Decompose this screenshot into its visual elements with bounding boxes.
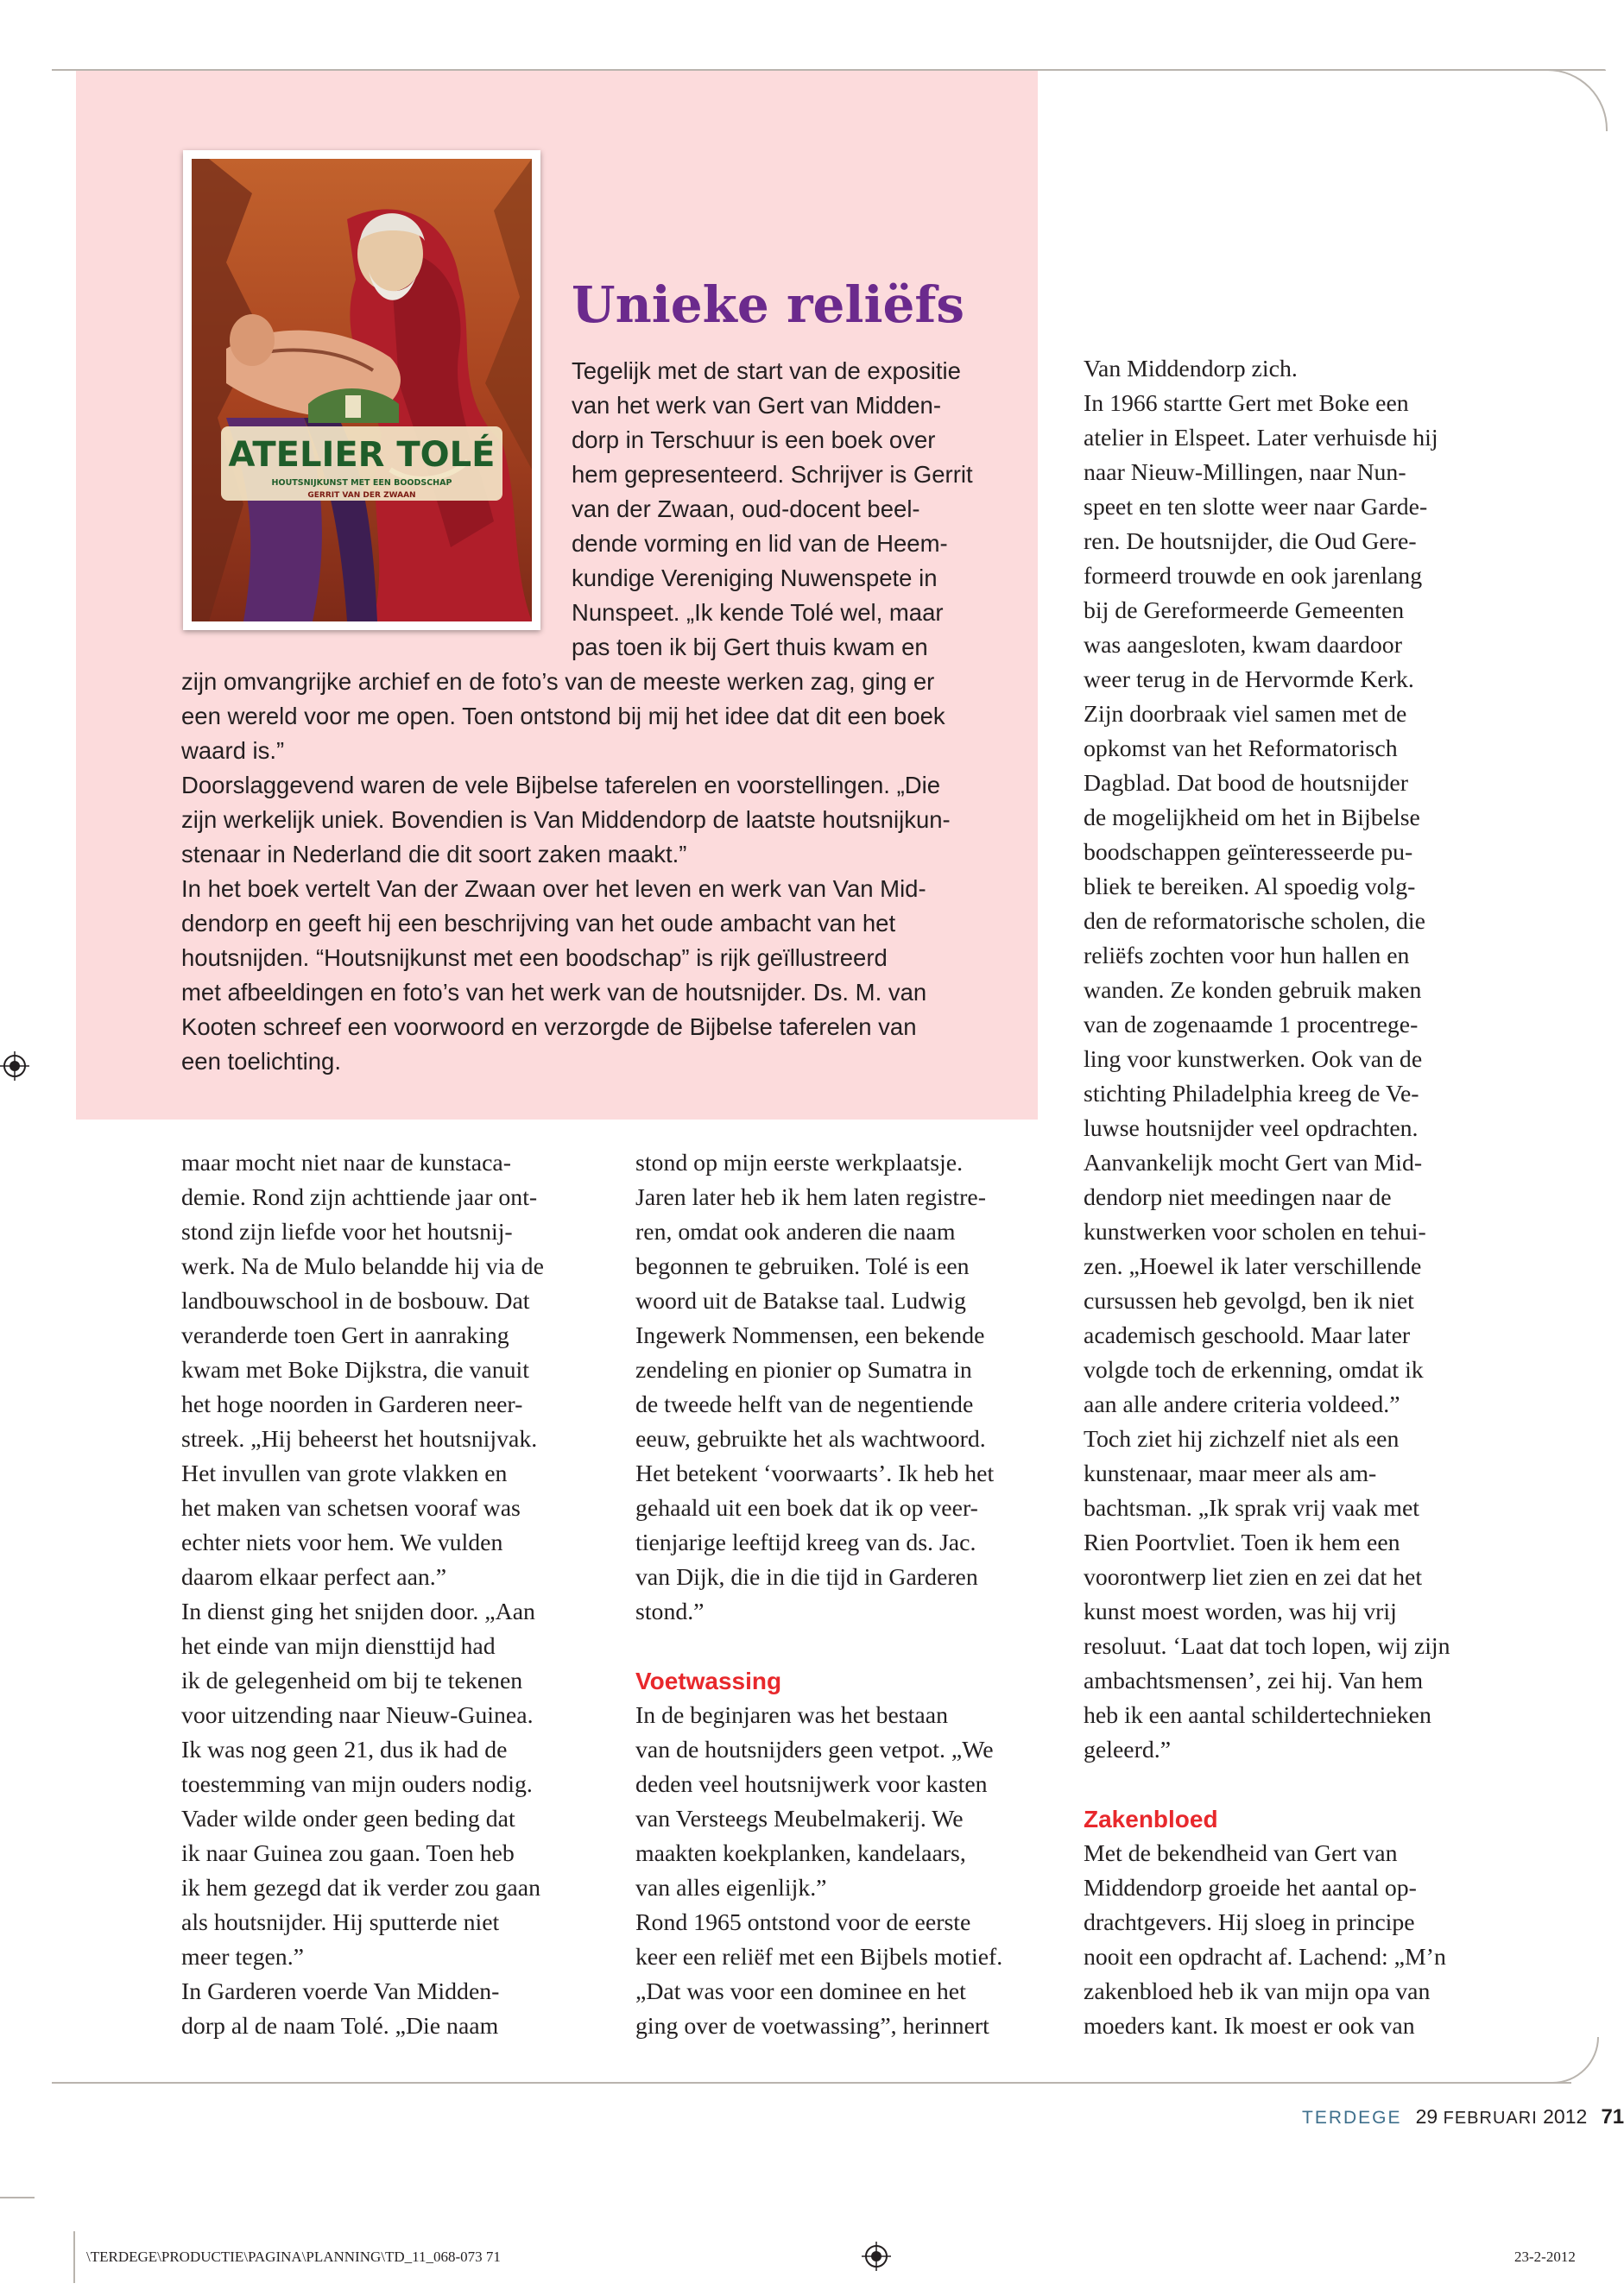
box-line: een wereld voor me open. Toen ontstond bij mij het idee dat dit een boek — [181, 703, 945, 729]
body-line: Het invullen van grote vlakken en — [181, 1460, 508, 1487]
body-line: meer tegen.” — [181, 1944, 304, 1971]
body-line: voor uitzending naar Nieuw-Guinea. — [181, 1702, 534, 1729]
body-line: formeerd trouwde en ook jarenlang — [1084, 563, 1423, 590]
body-line: Ingewerk Nommensen, een bekende — [635, 1322, 985, 1349]
body-line: was aangesloten, kwam daardoor — [1084, 632, 1402, 659]
body-line: Middendorp groeide het aantal op- — [1084, 1875, 1417, 1902]
body-line: deden veel houtsnijwerk voor kasten — [635, 1771, 988, 1798]
box-line: Nunspeet. „Ik kende Tolé wel, maar — [572, 599, 944, 626]
body-line: het maken van schetsen vooraf was — [181, 1495, 521, 1522]
body-line: van Versteegs Meubelmakerij. We — [635, 1806, 964, 1832]
body-line: werk. Na de Mulo belandde hij via de — [181, 1253, 544, 1280]
body-line: zendeling en pionier op Sumatra in — [635, 1357, 972, 1384]
box-line: kundige Vereniging Nuwenspete in — [572, 565, 938, 591]
box-line: dorp in Terschuur is een boek over — [572, 426, 936, 453]
body-line: gehaald uit een boek dat ik op veer- — [635, 1495, 978, 1522]
slug-file-path: \TERDEGE\PRODUCTIE\PAGINA\PLANNING\TD_11_068-073 71 — [86, 2249, 501, 2265]
body-line: het hoge noorden in Garderen neer- — [181, 1391, 523, 1418]
body-line: dorp al de naam Tolé. „Die naam — [181, 2013, 499, 2040]
body-line: keer een reliëf met een Bijbels motief. — [635, 1944, 1003, 1971]
body-line: van Dijk, die in die tijd in Garderen — [635, 1564, 978, 1591]
box-line: Tegelijk met de start van de expositie — [572, 357, 961, 384]
body-line: heb ik een aantal schildertechnieken — [1084, 1702, 1431, 1729]
box-line: pas toen ik bij Gert thuis kwam en — [572, 634, 928, 660]
body-line: echter niets voor hem. We vulden — [181, 1530, 503, 1556]
body-line: Jaren later heb ik hem laten registre- — [635, 1184, 986, 1211]
subheading-voetwassing: Voetwassing — [635, 1668, 782, 1694]
body-line: tienjarige leeftijd kreeg van ds. Jac. — [635, 1530, 976, 1556]
body-line: ik de gelegenheid om bij te tekenen — [181, 1668, 523, 1694]
body-line: resoluut. ‘Laat dat toch lopen, wij zijn — [1084, 1633, 1450, 1660]
body-line: zakenbloed heb ik van mijn opa van — [1084, 1978, 1431, 2005]
bottom-corner-curve — [1528, 2037, 1599, 2084]
body-line: bliek te bereiken. Al spoedig volg- — [1084, 874, 1416, 900]
body-line: streek. „Hij beheerst het houtsnijvak. — [181, 1426, 538, 1453]
body-line: Ik was nog geen 21, dus ik had de — [181, 1737, 508, 1763]
body-line: maar mocht niet naar de kunstaca- — [181, 1150, 512, 1176]
body-line: In dienst ging het snijden door. „Aan — [181, 1599, 535, 1625]
issue-day: 29 — [1415, 2105, 1438, 2128]
body-line: In Garderen voerde Van Midden- — [181, 1978, 500, 2005]
body-line: kunst moest worden, was hij vrij — [1084, 1599, 1397, 1625]
body-line: aan alle andere criteria voldeed.” — [1084, 1391, 1400, 1418]
body-line: ren. De houtsnijder, die Oud Gere- — [1084, 528, 1417, 555]
body-line: Van Middendorp zich. — [1084, 356, 1298, 382]
body-line: Rien Poortvliet. Toen ik hem een — [1084, 1530, 1400, 1556]
body-line: opkomst van het Reformatorisch — [1084, 735, 1398, 762]
body-line: demie. Rond zijn achttiende jaar ont- — [181, 1184, 538, 1211]
book-cover-author: GERRIT VAN DER ZWAAN — [307, 491, 416, 500]
page-footer — [1302, 2104, 1624, 2131]
body-line: Zijn doorbraak viel samen met de — [1084, 701, 1407, 728]
body-line: den de reformatorische scholen, die — [1084, 908, 1425, 935]
body-line: luwse houtsnijder veel opdrachten. — [1084, 1115, 1419, 1142]
subheading-zakenbloed: Zakenbloed — [1084, 1806, 1218, 1832]
box-line: van het werk van Gert van Midden- — [572, 392, 941, 419]
body-line: daarom elkaar perfect aan.” — [181, 1564, 447, 1591]
body-line: reliëfs zochten voor hun hallen en — [1084, 943, 1410, 969]
body-line: de mogelijkheid om het in Bijbelse — [1084, 804, 1420, 831]
body-line: ren, omdat ook anderen die naam — [635, 1219, 956, 1246]
box-line: stenaar in Nederland die dit soort zaken maakt.” — [181, 841, 687, 867]
page-number: 71 — [1601, 2105, 1624, 2129]
body-line: moeders kant. Ik moest er ook van — [1084, 2013, 1415, 2040]
book-cover-subtitle: HOUTSNIJKUNST MET EEN BOODSCHAP — [271, 478, 452, 488]
bottom-rule — [52, 2082, 1571, 2084]
box-line: zijn omvangrijke archief en de foto’s van de meeste werken zag, ging er — [181, 668, 935, 695]
article-column-2 — [635, 1146, 1067, 2044]
body-line: bachtsman. „Ik sprak vrij vaak met — [1084, 1495, 1420, 1522]
box-line: hem gepresenteerd. Schrijver is Gerrit — [572, 461, 973, 488]
body-line: de tweede helft van de negentiende — [635, 1391, 974, 1418]
body-line: ging over de voetwassing”, herinnert — [635, 2013, 989, 2040]
body-line: Met de bekendheid van Gert van — [1084, 1840, 1398, 1867]
body-line: zen. „Hoewel ik later verschillende — [1084, 1253, 1422, 1280]
body-line: In de beginjaren was het bestaan — [635, 1702, 948, 1729]
body-line: weer terug in de Hervormde Kerk. — [1084, 666, 1414, 693]
body-line: kunstenaar, maar meer als am- — [1084, 1460, 1377, 1487]
body-line: kwam met Boke Dijkstra, die vanuit — [181, 1357, 529, 1384]
box-line: In het boek vertelt Van der Zwaan over het leven en werk van Van Mid- — [181, 875, 926, 902]
body-line: drachtgevers. Hij sloeg in principe — [1084, 1909, 1415, 1936]
body-line: woord uit de Batakse taal. Ludwig — [635, 1288, 966, 1315]
box-line: Kooten schreef een voorwoord en verzorgde de Bijbelse taferelen van — [181, 1013, 917, 1040]
slug-divider — [73, 2231, 75, 2283]
registration-mark-icon — [862, 2242, 891, 2271]
body-line: academisch geschoold. Maar later — [1084, 1322, 1411, 1349]
box-line: Doorslaggevend waren de vele Bijbelse taferelen en voorstellingen. „Die — [181, 772, 940, 798]
body-line: Dagblad. Dat bood de houtsnijder — [1084, 770, 1408, 797]
body-line: stond op mijn eerste werkplaatsje. — [635, 1150, 964, 1176]
body-line: stond.” — [635, 1599, 705, 1625]
box-line: dendorp en geeft hij een beschrijving van het oude ambacht van het — [181, 910, 896, 937]
body-line: naar Nieuw-Millingen, naar Nun- — [1084, 459, 1406, 486]
slug-date: 23-2-2012 — [1514, 2249, 1576, 2265]
magazine-name: TERDEGE — [1302, 2108, 1402, 2128]
body-line: stond zijn liefde voor het houtsnij- — [181, 1219, 513, 1246]
body-line: ling voor kunstwerken. Ook van de — [1084, 1046, 1423, 1073]
issue-year: 2012 — [1543, 2105, 1588, 2128]
body-line: van de houtsnijders geen vetpot. „We — [635, 1737, 994, 1763]
body-line: als houtsnijder. Hij sputterde niet — [181, 1909, 500, 1936]
box-line: houtsnijden. “Houtsnijkunst met een boodschap” is rijk geïllustreerd — [181, 944, 888, 971]
body-line: eeuw, gebruikte het als wachtwoord. — [635, 1426, 986, 1453]
box-line: een toelichting. — [181, 1048, 341, 1075]
body-line: ambachtsmensen’, zei hij. Van hem — [1084, 1668, 1424, 1694]
box-line: dende vorming en lid van de Heem- — [572, 530, 948, 557]
body-line: toestemming van mijn ouders nodig. — [181, 1771, 533, 1798]
body-line: kunstwerken voor scholen en tehui- — [1084, 1219, 1426, 1246]
crop-mark — [0, 2197, 35, 2198]
body-line: ik naar Guinea zou gaan. Toen heb — [181, 1840, 515, 1867]
body-line: maakten koekplanken, kandelaars, — [635, 1840, 966, 1867]
article-column-1 — [181, 1146, 613, 2044]
body-line: Aanvankelijk mocht Gert van Mid- — [1084, 1150, 1423, 1176]
body-line: voorontwerp liet zien en zei dat het — [1084, 1564, 1423, 1591]
box-line: met afbeeldingen en foto’s van het werk van de houtsnijder. Ds. M. van — [181, 979, 927, 1006]
box-line: zijn werkelijk uniek. Bovendien is Van Middendorp de laatste houtsnijkun- — [181, 806, 951, 833]
article-column-3 — [1084, 352, 1532, 2044]
body-line: Het betekent ‘voorwaarts’. Ik heb het — [635, 1460, 995, 1487]
issue-date — [1416, 2105, 1588, 2128]
body-line: landbouwschool in de bosbouw. Dat — [181, 1288, 530, 1315]
body-line: stichting Philadelphia kreeg de Ve- — [1084, 1081, 1419, 1107]
box-line: van der Zwaan, oud-docent beel- — [572, 495, 920, 522]
body-line: ik hem gezegd dat ik verder zou gaan — [181, 1875, 541, 1902]
body-line: begonnen te gebruiken. Tolé is een — [635, 1253, 970, 1280]
body-line: geleerd.” — [1084, 1737, 1172, 1763]
body-line: veranderde toen Gert in aanraking — [181, 1322, 509, 1349]
body-line: volgde toch de erkenning, omdat ik — [1084, 1357, 1424, 1384]
body-line: van de zogenaamde 1 procentrege- — [1084, 1012, 1419, 1038]
box-text — [181, 354, 1002, 1079]
registration-mark-icon — [0, 1051, 29, 1081]
body-line: Rond 1965 ontstond voor de eerste — [635, 1909, 971, 1936]
body-line: bij de Gereformeerde Gemeenten — [1084, 597, 1405, 624]
issue-month: FEBRUARI — [1443, 2109, 1538, 2128]
body-line: wanden. Ze konden gebruik maken — [1084, 977, 1422, 1004]
body-line: Toch ziet hij zichzelf niet als een — [1084, 1426, 1400, 1453]
body-line: In 1966 startte Gert met Boke een — [1084, 390, 1409, 417]
book-cover-title: ATELIER TOLÉ — [228, 435, 496, 475]
body-line: dendorp niet meedingen naar de — [1084, 1184, 1392, 1211]
body-line: atelier in Elspeet. Later verhuisde hij — [1084, 425, 1438, 451]
body-line: nooit een opdracht af. Lachend: „M’n — [1084, 1944, 1446, 1971]
body-line: van alles eigenlijk.” — [635, 1875, 827, 1902]
body-line: cursussen heb gevolgd, ben ik niet — [1084, 1288, 1414, 1315]
box-title: Unieke reliëfs — [572, 275, 964, 334]
body-line: het einde van mijn diensttijd had — [181, 1633, 496, 1660]
box-line: waard is.” — [181, 737, 285, 764]
body-line: „Dat was voor een dominee en het — [635, 1978, 966, 2005]
body-line: Vader wilde onder geen beding dat — [181, 1806, 515, 1832]
body-line: speet en ten slotte weer naar Garde- — [1084, 494, 1428, 520]
body-line: boodschappen geïnteresseerde pu- — [1084, 839, 1413, 866]
top-corner-curve — [1545, 69, 1608, 131]
